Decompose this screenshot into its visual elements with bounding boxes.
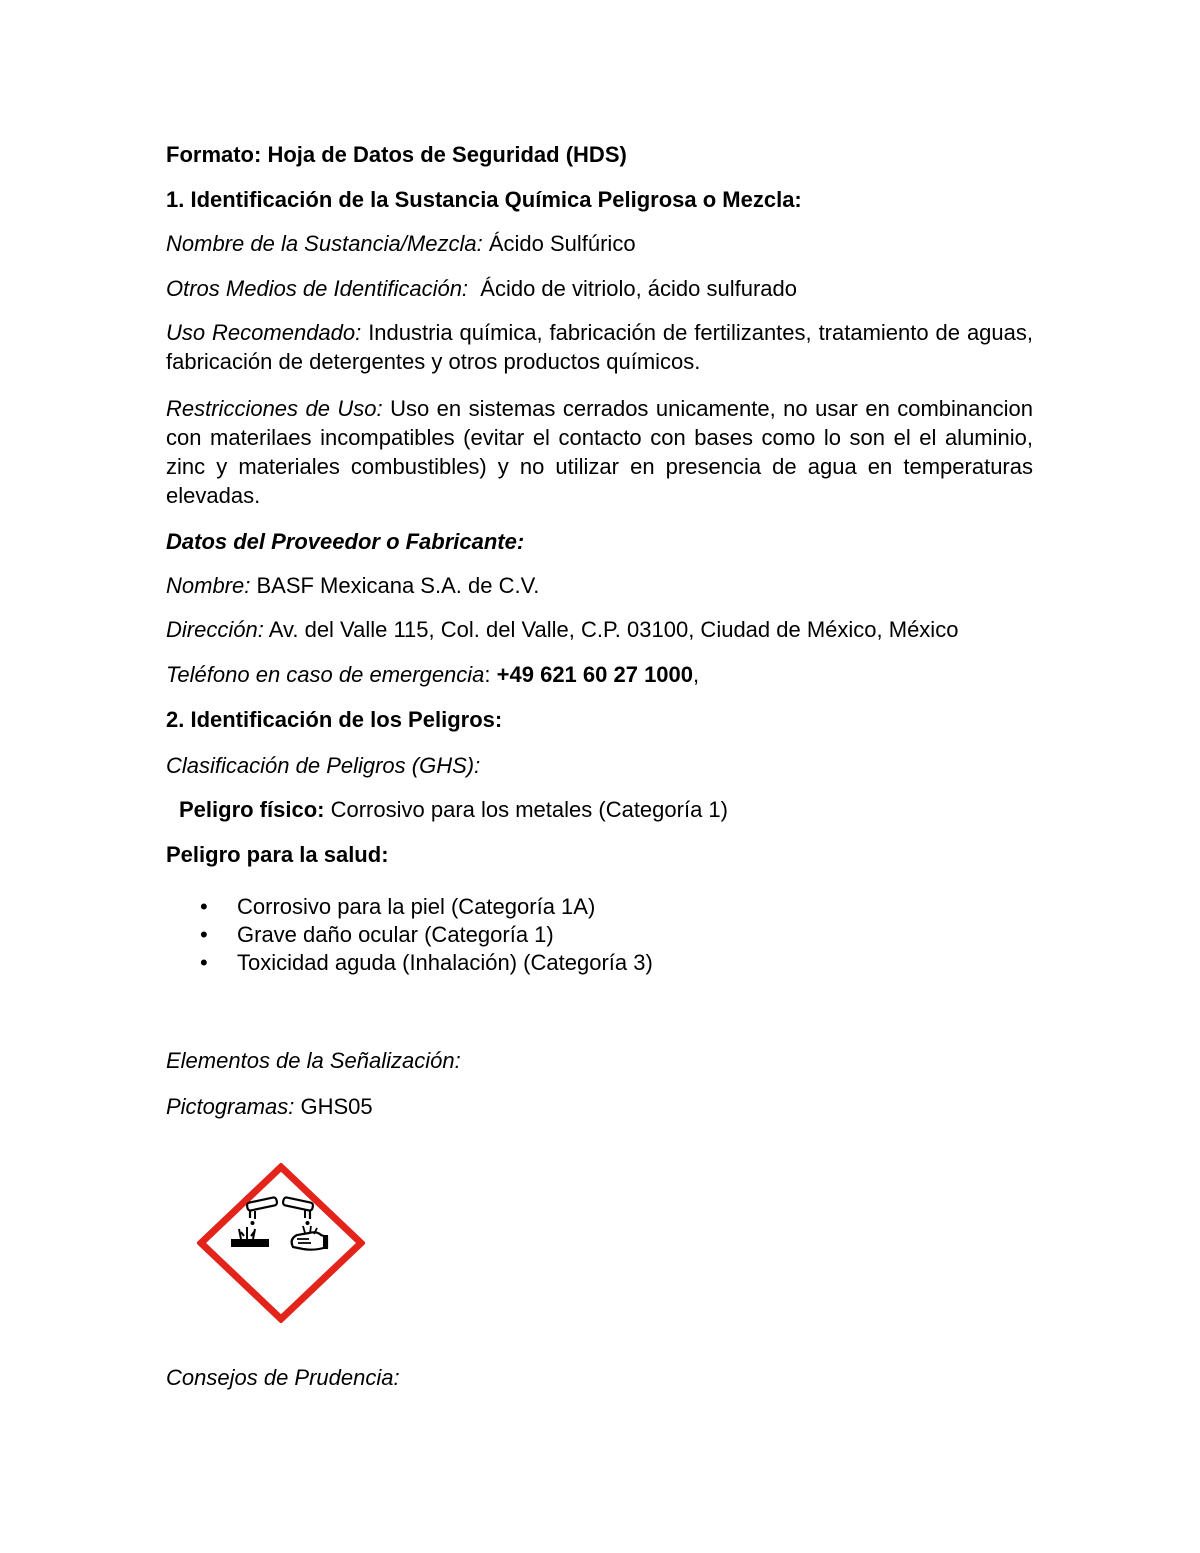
other-identification-line bbox=[166, 274, 1033, 303]
list-item: • Toxicidad aguda (Inhalación) (Categoría 3) bbox=[166, 949, 966, 977]
physical-hazard-label: Peligro físico: bbox=[179, 797, 325, 822]
supplier-name-line bbox=[166, 571, 1033, 600]
substance-name-value: Ácido Sulfúrico bbox=[482, 231, 636, 256]
pictogram-border bbox=[201, 1167, 361, 1319]
supplier-address-label: Dirección: bbox=[166, 617, 264, 642]
use-restrictions-value: Uso en sistemas cerrados unicamente, no usar en combinancion con materilaes incompatibles (evitar el contacto con bases como lo son el el aluminio, zinc y materiales combustibles) y no utilizar en presencia de agua en temperaturas elevadas. bbox=[166, 396, 1033, 508]
use-restrictions-paragraph bbox=[166, 394, 1033, 510]
supplier-name-label: Nombre: bbox=[166, 573, 251, 598]
pictograms-value: GHS05 bbox=[294, 1094, 373, 1119]
recommended-use-label: Uso Recomendado: bbox=[166, 320, 362, 345]
emergency-phone-trailing: , bbox=[693, 662, 700, 687]
section-1-heading: 1. Identificación de la Sustancia Química Peligrosa o Mezcla: bbox=[166, 187, 802, 212]
emergency-phone-line bbox=[166, 660, 1033, 689]
supplier-name-value: BASF Mexicana S.A. de C.V. bbox=[250, 573, 540, 598]
supplier-address-value: Av. del Valle 115, Col. del Valle, C.P. 03100, Ciudad de México, México bbox=[263, 617, 959, 642]
health-hazard-heading: Peligro para la salud: bbox=[166, 842, 389, 867]
other-identification-label: Otros Medios de Identificación: bbox=[166, 276, 469, 301]
list-item: • Corrosivo para la piel (Categoría 1A) bbox=[166, 893, 966, 921]
ghs-classification-label: Clasificación de Peligros (GHS): bbox=[166, 753, 481, 778]
health-hazard-list bbox=[166, 893, 966, 977]
substance-name-label: Nombre de la Sustancia/Mezcla: bbox=[166, 231, 483, 256]
section-2-heading: 2. Identificación de los Peligros: bbox=[166, 707, 503, 732]
recommended-use-paragraph bbox=[166, 318, 1033, 376]
list-item: • Grave daño ocular (Categoría 1) bbox=[166, 921, 966, 949]
physical-hazard-value: Corrosivo para los metales (Categoría 1) bbox=[324, 797, 728, 822]
emergency-phone-colon: : bbox=[484, 662, 497, 687]
document-title: Formato: Hoja de Datos de Seguridad (HDS) bbox=[166, 142, 627, 167]
other-identification-value: Ácido de vitriolo, ácido sulfurado bbox=[468, 276, 798, 301]
pictograms-label: Pictogramas: bbox=[166, 1094, 295, 1119]
physical-hazard-line bbox=[179, 795, 1046, 824]
pictograms-line bbox=[166, 1092, 1033, 1121]
emergency-phone-label: Teléfono en caso de emergencia bbox=[166, 662, 485, 687]
supplier-address-line bbox=[166, 615, 1033, 644]
signal-elements-label: Elementos de la Señalización: bbox=[166, 1048, 461, 1073]
use-restrictions-label: Restricciones de Uso: bbox=[166, 396, 383, 421]
recommended-use-value: Industria química, fabricación de fertilizantes, tratamiento de aguas, fabricación de detergentes y otros productos químicos. bbox=[166, 320, 1033, 374]
emergency-phone-number: +49 621 60 27 1000 bbox=[496, 662, 694, 687]
precautionary-advice-label: Consejos de Prudencia: bbox=[166, 1365, 400, 1390]
substance-name-line bbox=[166, 229, 1033, 258]
ghs05-corrosion-icon bbox=[197, 1163, 365, 1323]
supplier-heading: Datos del Proveedor o Fabricante: bbox=[166, 529, 525, 554]
